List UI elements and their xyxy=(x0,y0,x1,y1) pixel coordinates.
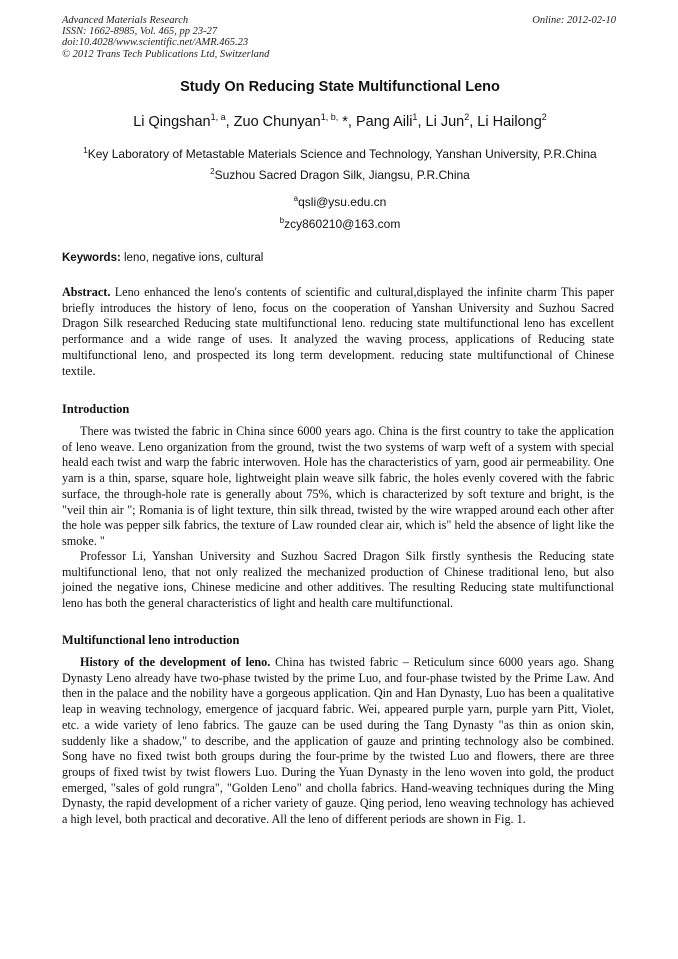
affiliation-sup: 1 xyxy=(83,146,88,155)
keywords xyxy=(62,252,263,264)
author-sup: 2 xyxy=(464,112,470,122)
email-text: qsli@ysu.edu.cn xyxy=(298,195,387,209)
history-paragraph xyxy=(62,655,614,828)
author-sep: , xyxy=(469,114,478,130)
email-text: zcy860210@163.com xyxy=(284,217,401,231)
email-2 xyxy=(20,216,660,231)
author-name: Li Qingshan xyxy=(133,114,211,130)
abstract-label: Abstract. xyxy=(62,285,111,299)
author-sup: 1, a xyxy=(210,112,226,122)
author-sep: , xyxy=(225,114,234,130)
journal-doi: doi:10.4028/www.scientific.net/AMR.465.23 xyxy=(62,37,249,49)
journal-issn: ISSN: 1662-8985, Vol. 465, pp 23-27 xyxy=(62,26,218,38)
section-heading-introduction: Introduction xyxy=(62,402,130,416)
affiliation-text: Suzhou Sacred Dragon Silk, Jiangsu, P.R.China xyxy=(214,168,470,182)
author-name: Li Jun xyxy=(425,114,465,130)
affiliation-sup: 2 xyxy=(210,167,215,176)
email-1 xyxy=(20,194,660,209)
history-text: China has twisted fabric – Reticulum since 6000 years ago. Shang Dynasty Leno already have two-phase twisted by the prime Luo, and four-phase twisted by the Prime Law. And then in the palace and the nobility have a gorgeous application. Qin and Han Dynasty, Luo has been a qualitative leap in weaving technology, emergence of jacquard fabric. Wei, appeared purple yarn, purple yarn Pitt, Violet, etc. a wide variety of leno fabrics. The gauze can be used during the Tang Dynasty "as thin as onion skin, suddenly like a shadow," to describe, and the application of gauze and printing technology also be combined. Song have no fixed twist both groups during the four-prime by the twisted Luo and flowers, there are three groups of fixed twist by twist flowers Luo. During the Yuan Dynasty in the leno woven into gold, the product emerged, "sales of gold rungra", "Golden Leno" and cholla fabrics. Hand-weaving techniques during the Ming Dynasty, the rapid development of a richer variety of gauze. Qing period, leno weaving technology has achieved a high level, both practical and decorative. All the leno of different periods are shown in Fig. 1. xyxy=(62,655,614,827)
section-heading-multifunctional: Multifunctional leno introduction xyxy=(62,633,240,647)
author-name: Li Hailong xyxy=(477,114,542,130)
email-sup: a xyxy=(293,194,299,203)
abstract xyxy=(62,285,614,379)
journal-name: Advanced Materials Research xyxy=(62,15,189,26)
paper-title: Study On Reducing State Multifunctional Leno xyxy=(180,79,500,95)
introduction-paragraph-2: Professor Li, Yanshan University and Suzhou Sacred Dragon Silk firstly synthesis the Reducing state multifunctional leno, that not only realized the mechanized production of Chinese traditional leno, but also joined the negative ions, Chinese medicine and other additives. The resulting Reducing state multifunctional leno has both the general characteristics of light and health care multifunctional. xyxy=(62,549,614,611)
author-name: Zuo Chunyan xyxy=(233,114,321,130)
keywords-text: leno, negative ions, cultural xyxy=(120,252,264,264)
affiliation-2 xyxy=(20,167,660,182)
history-label: History of the development of leno. xyxy=(80,655,271,669)
author-sep: , xyxy=(417,114,426,130)
author-sup: 1 xyxy=(412,112,418,122)
affiliation-text: Key Laboratory of Metastable Materials Science and Technology, Yanshan University, P.R.China xyxy=(87,147,597,161)
email-sup: b xyxy=(279,216,285,225)
author-sup: 1, b, xyxy=(320,112,339,122)
journal-copyright: © 2012 Trans Tech Publications Ltd, Switzerland xyxy=(62,48,270,60)
author-sep: *, xyxy=(338,114,356,130)
journal-header xyxy=(62,15,616,60)
abstract-text: Leno enhanced the leno's contents of scientific and cultural,displayed the infinite charm This paper briefly introduces the history of leno, focus on the cooperation of Yanshan University and Suzhou Sacred Dragon Silk researched Reducing state multifunctional leno. reducing state multifunctional leno has excellent performance and a wide range of uses. It analyzed the waving process, applications of Reducing state multifunctional leno, and prospected its long term development. reducing state multifunctional of Chinese textile. xyxy=(62,285,614,378)
affiliation-1 xyxy=(20,146,660,161)
author-list xyxy=(30,112,650,130)
introduction-paragraph-1: There was twisted the fabric in China since 6000 years ago. China is the first country to take the application of leno weave. Leno organization from the ground, twist the two systems of warp weft of a system with special heald each twist and warp the fabric interwoven. Hole has the characteristics of yarn, good air permeability. One yarn is a thin, sparse, square hole, lightweight plain weave silk fabric, the holes evenly covered with the fabric surface, the through-hole rate is generally about 75%, which is characterized by soft texture and bright, is the "veil thin air "; Romania is of light texture, thin silk thread, twisted by the wire wrapped around each other after the hole was pepper silk fabrics, the texture of Law rounded clear air, which is" held the absence of light like the smoke. " xyxy=(62,424,614,548)
online-date: Online: 2012-02-10 xyxy=(532,15,616,26)
author-name: Pang Aili xyxy=(355,114,413,130)
keywords-label: Keywords: xyxy=(62,252,121,264)
author-sup: 2 xyxy=(541,112,547,122)
